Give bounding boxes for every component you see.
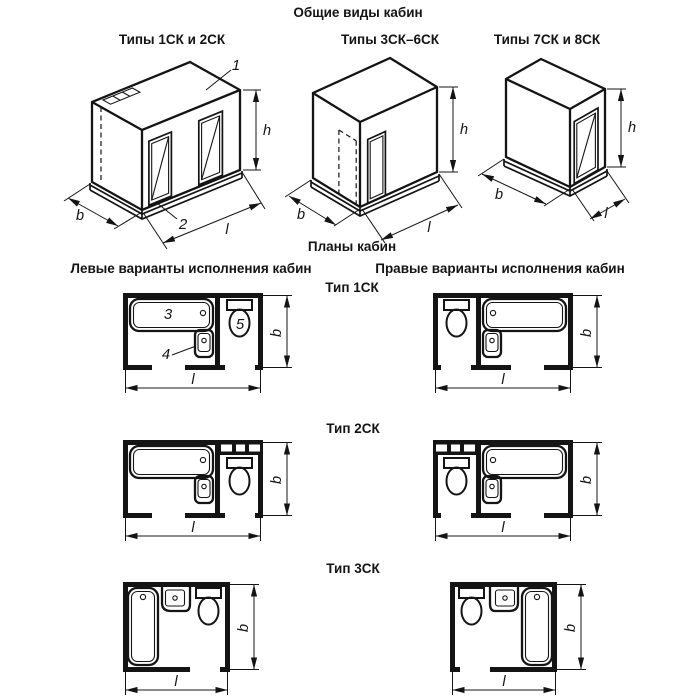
plan-3sk-left	[123, 582, 259, 695]
callout-toilet: 5	[235, 316, 245, 333]
dim-label-h: h	[628, 120, 637, 136]
plan-row-label-2sk: Тип 2СК	[326, 421, 380, 436]
dim-label-l: l	[502, 674, 506, 690]
callout-washbasin: 4	[161, 346, 171, 363]
iso-view-types-7sk-8sk	[478, 59, 636, 222]
dim-label-b: b	[269, 475, 285, 485]
page-title: Общие виды кабин	[293, 5, 423, 20]
left-variants-title: Левые варианты исполнения кабин	[70, 261, 312, 276]
callout-roof-panel: 1	[231, 57, 241, 74]
callout-bath: 3	[163, 306, 173, 323]
door-opening	[368, 132, 386, 204]
dim-label-l: l	[174, 674, 178, 690]
iso-view-types-3sk-6sk	[285, 58, 468, 243]
plans-title: Планы кабин	[307, 239, 397, 254]
door-opening	[574, 108, 598, 184]
door-opening-2	[199, 111, 223, 185]
door-opening-1	[149, 132, 172, 205]
dimensions	[453, 585, 587, 696]
plan-1sk-left	[123, 293, 292, 393]
iso-label-3sk-6sk: Типы 3СК–6СК	[341, 32, 439, 47]
plan-2sk-left	[123, 440, 292, 541]
dim-label-b: b	[296, 207, 306, 223]
iso-view-types-1sk-2sk	[64, 57, 271, 249]
dim-label-l: l	[604, 206, 608, 222]
dim-label-h: h	[263, 123, 272, 139]
iso-label-1sk-2sk: Типы 1СК и 2СК	[118, 32, 226, 47]
plan-row-label-3sk: Тип 3СК	[326, 561, 380, 576]
dim-label-b: b	[75, 208, 85, 224]
dim-label-h: h	[460, 122, 469, 138]
dim-label-l: l	[225, 222, 229, 238]
dim-label-b: b	[494, 187, 504, 203]
dimensions	[126, 296, 293, 394]
plan-row-label-1sk: Тип 1СК	[325, 280, 379, 295]
dim-label-l: l	[501, 372, 505, 388]
dim-label-l: l	[501, 520, 505, 536]
callout-base-panel: 2	[178, 216, 188, 233]
dim-label-b: b	[579, 328, 595, 338]
dim-label-b: b	[269, 328, 285, 338]
iso-label-7sk-8sk: Типы 7СК и 8СК	[493, 32, 601, 47]
plan-2sk-right	[433, 440, 602, 541]
dim-label-b: b	[563, 623, 579, 633]
plan-3sk-right	[450, 582, 586, 695]
dim-label-b: b	[236, 623, 252, 633]
dim-label-l: l	[191, 520, 195, 536]
dim-label-l: l	[427, 220, 431, 236]
dimensions-iso-3	[478, 89, 636, 222]
right-variants-title: Правые варианты исполнения кабин	[375, 261, 625, 276]
dim-label-l: l	[191, 372, 195, 388]
door-outline-dashed	[339, 130, 356, 205]
dimensions	[126, 443, 293, 542]
plan-1sk-right	[433, 293, 602, 393]
dimensions	[126, 585, 260, 696]
dim-label-b: b	[579, 475, 595, 485]
